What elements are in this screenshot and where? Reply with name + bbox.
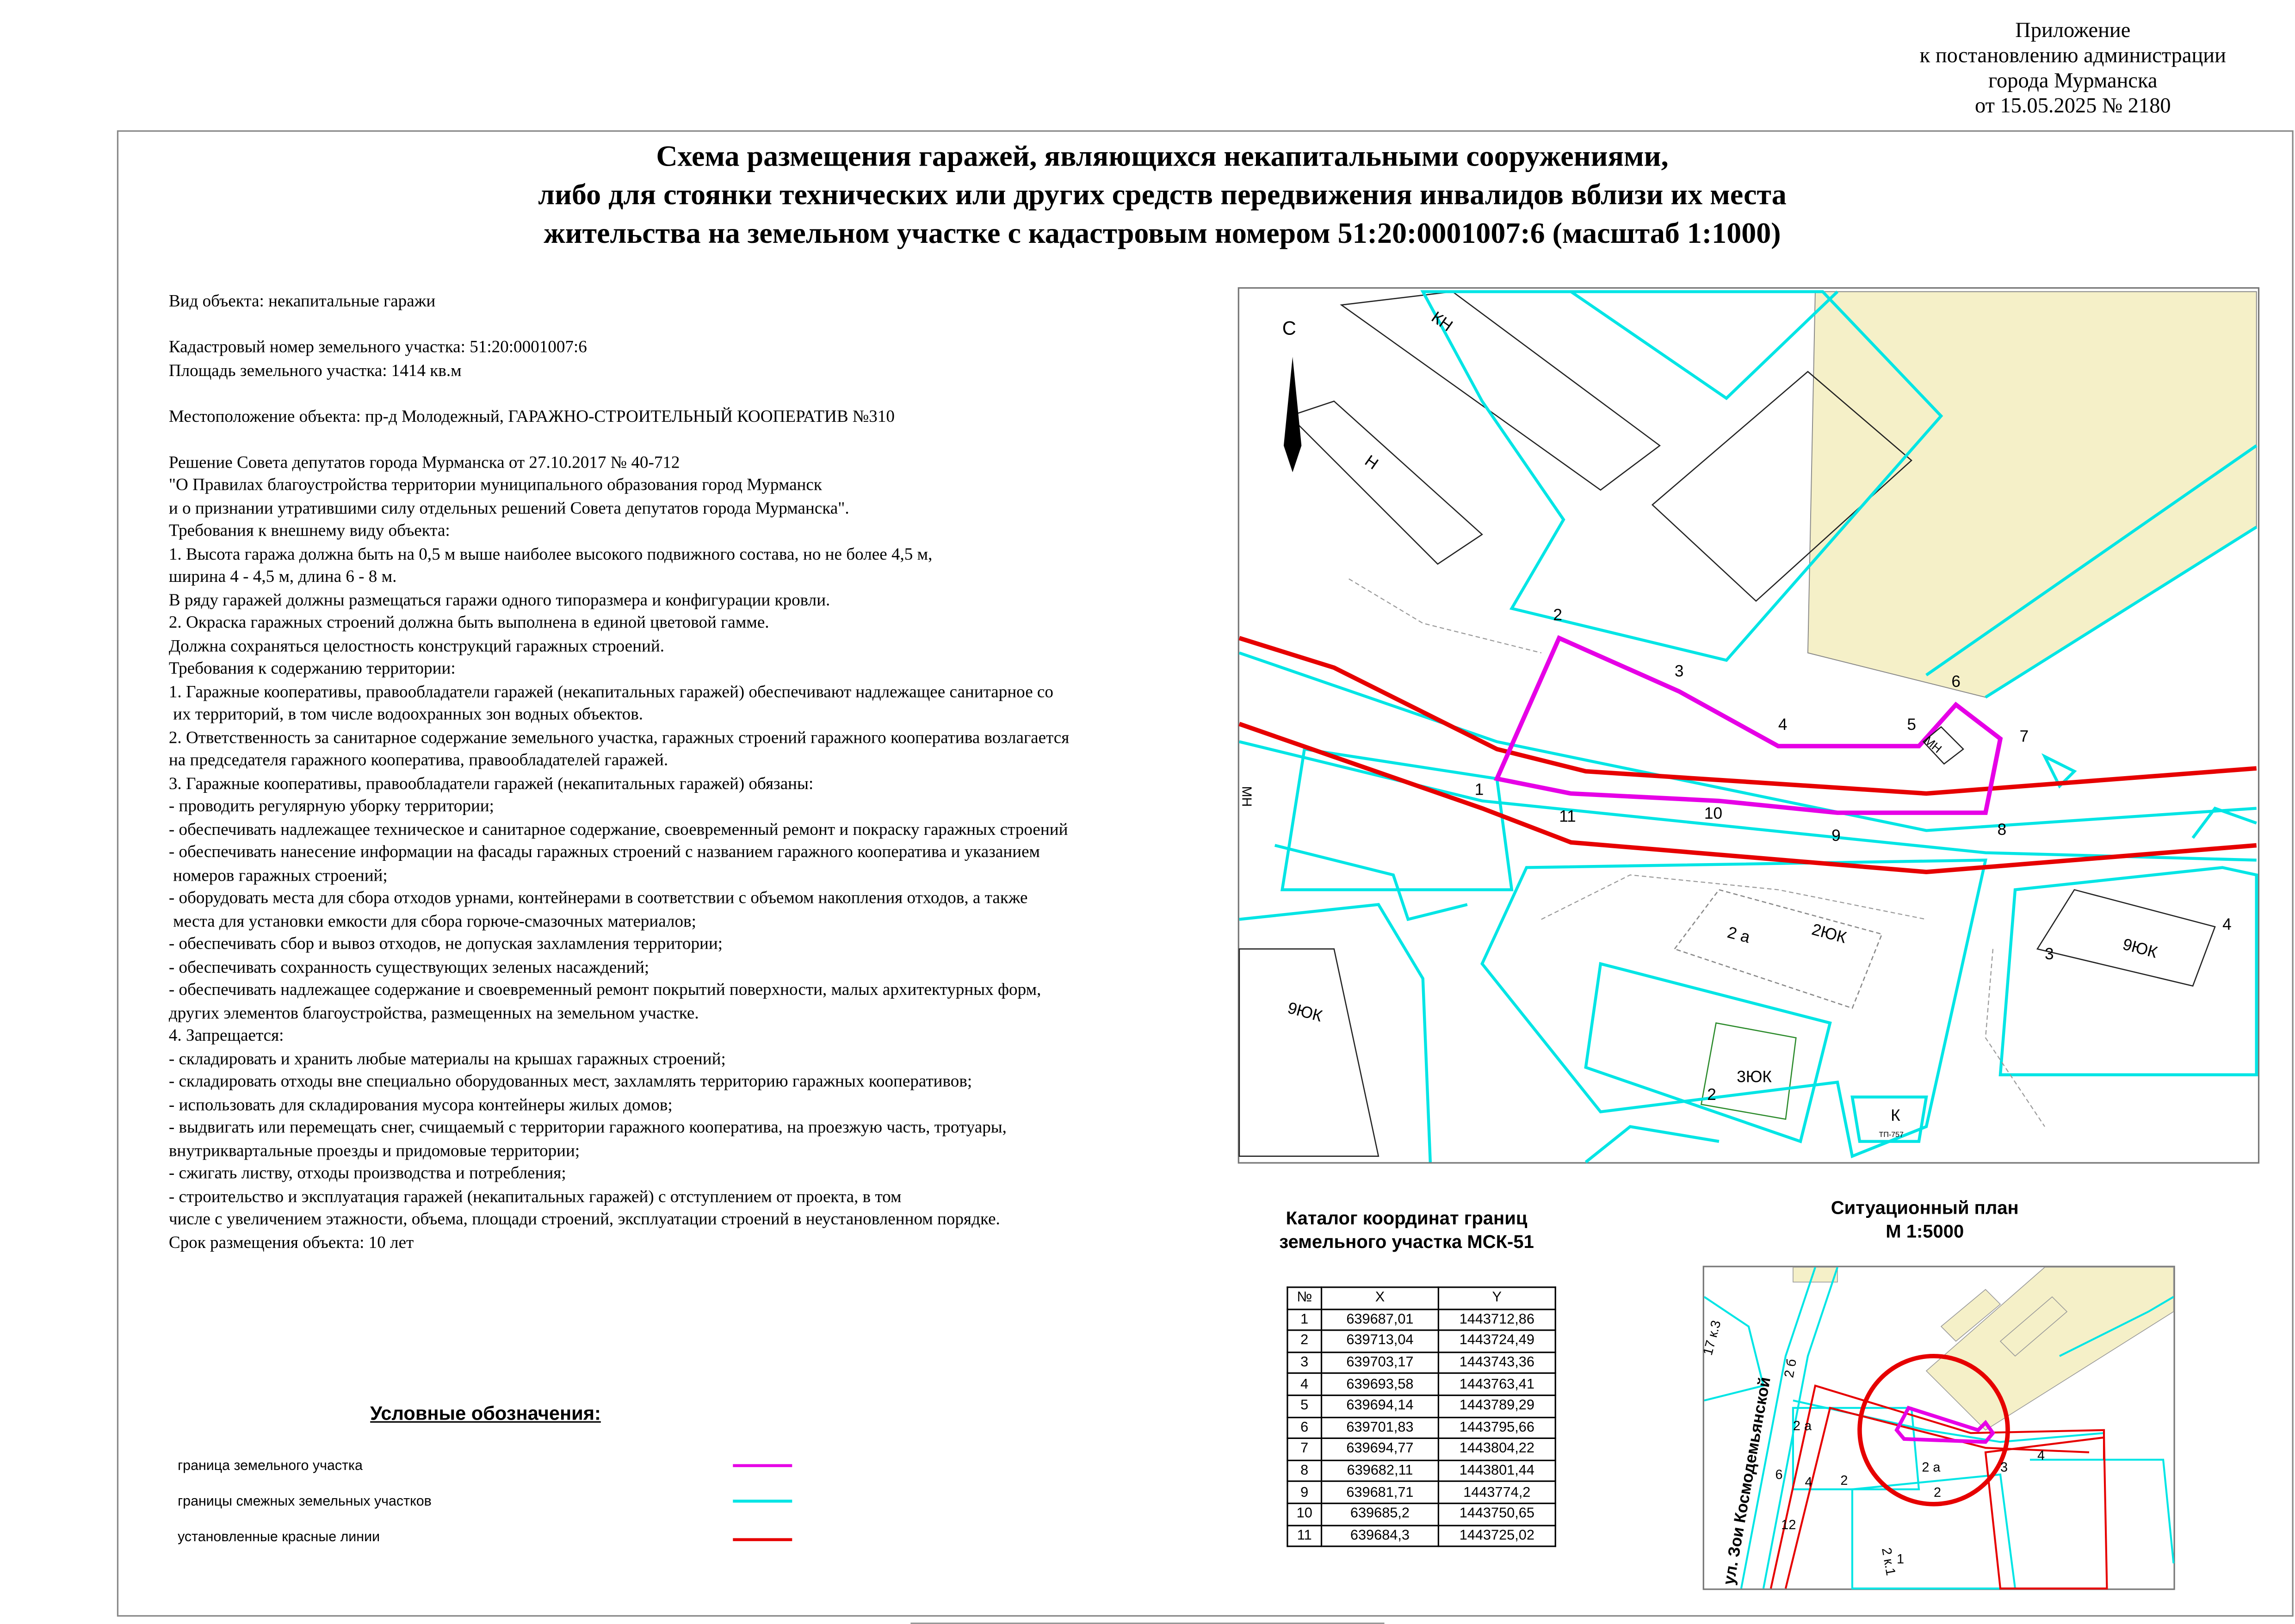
table-row bbox=[1287, 1352, 1555, 1374]
situation-scale: М 1:5000 bbox=[1886, 1221, 1964, 1242]
table-row bbox=[1287, 1309, 1555, 1331]
adjacent-parcel bbox=[1282, 749, 1512, 890]
map-label: 3ЮК bbox=[1737, 1068, 1772, 1086]
requirement-line: - оборудовать места для сбора отходов урнами, контейнерами в соответствии с объемом накопления отходов, а также bbox=[168, 888, 1028, 908]
requirement-line: - обеспечивать надлежащее техническое и санитарное содержание, своевременный ремонт и покраску гаражных строений bbox=[168, 819, 1068, 839]
coord-y: 1443795,66 bbox=[1438, 1417, 1555, 1439]
requirement-line: 1. Высота гаража должна быть на 0,5 м выше наиболее высокого подвижного состава, но не более 4,5 м, bbox=[168, 544, 933, 563]
point-label: 4 bbox=[1778, 715, 1788, 734]
point-number: 4 bbox=[1287, 1374, 1322, 1396]
coord-y: 1443725,02 bbox=[1438, 1525, 1555, 1547]
point-label: 5 bbox=[1907, 715, 1916, 734]
map-label: К bbox=[1891, 1106, 1900, 1124]
plot-area: Площадь земельного участка: 1414 кв.м bbox=[168, 360, 462, 380]
title-line: жительства на земельном участке с кадастровым номером 51:20:0001007:6 (масштаб 1:1000) bbox=[544, 217, 1781, 250]
requirement-line: места для установки емкости для сбора горюче-смазочных материалов; bbox=[168, 911, 696, 931]
point-number: 2 bbox=[1287, 1330, 1322, 1352]
coord-x: 639694,77 bbox=[1322, 1439, 1439, 1460]
legend-swatch-red-lines bbox=[733, 1538, 792, 1541]
requirement-line: 4. Запрещается: bbox=[168, 1026, 284, 1045]
point-label: 6 bbox=[1951, 673, 1961, 691]
requirement-line: - использовать для складирования мусора контейнеры жилых домов; bbox=[168, 1094, 673, 1114]
requirement-line: - обеспечивать надлежащее содержание и своевременный ремонт покрытий поверхности, малых архитектурных форм, bbox=[168, 980, 1041, 1000]
requirements-text bbox=[169, 451, 1170, 1231]
requirement-line: 3. Гаражные кооперативы, правообладатели гаражей (некапитальных гаражей) обязаны: bbox=[168, 773, 814, 793]
adjacent-parcel bbox=[1239, 742, 2257, 860]
map-label: МН bbox=[1239, 786, 1254, 807]
requirement-line: - сжигать листву, отходы производства и потребления; bbox=[168, 1163, 566, 1183]
table-row bbox=[1287, 1503, 1555, 1525]
street-label: ул. Зои Космодемьянской bbox=[1720, 1376, 1774, 1587]
coordinates-table bbox=[1287, 1286, 1556, 1547]
requirement-line: номеров гаражных строений; bbox=[168, 865, 388, 885]
map-label: 9ЮК bbox=[1286, 999, 1324, 1025]
coord-x: 639694,14 bbox=[1322, 1395, 1439, 1417]
situation-label: 1 bbox=[1896, 1551, 1904, 1567]
table-row bbox=[1287, 1395, 1555, 1417]
situation-label: 2 к.1 bbox=[1879, 1546, 1899, 1577]
red-line-lower bbox=[1239, 724, 2257, 872]
point-label: 3 bbox=[1674, 662, 1684, 680]
legend-label-red-lines: установленные красные линии bbox=[178, 1529, 380, 1546]
cadastral-number: Кадастровый номер земельного участка: 51:20:0001007:6 bbox=[168, 337, 587, 357]
catalog-title-line: земельного участка МСК-51 bbox=[1279, 1231, 1534, 1253]
column-header-y: Y bbox=[1438, 1287, 1555, 1309]
map-label: 9ЮК bbox=[2121, 935, 2159, 962]
point-number: 1 bbox=[1287, 1309, 1322, 1331]
appendix-line: к постановлению администрации bbox=[1919, 44, 2227, 68]
coord-x: 639682,11 bbox=[1322, 1460, 1439, 1482]
table-row bbox=[1287, 1374, 1555, 1396]
adjacent-parcel bbox=[1482, 860, 1986, 1156]
requirement-line: - строительство и эксплуатация гаражей (некапитальных гаражей) с отступлением от проекта, в том bbox=[168, 1186, 902, 1206]
coord-y: 1443801,44 bbox=[1438, 1460, 1555, 1482]
point-number: 5 bbox=[1287, 1395, 1322, 1417]
path-dashed bbox=[1349, 579, 1541, 653]
map-label: 4 bbox=[2222, 915, 2232, 933]
requirement-line: числе с увеличением этажности, объема, площади строений, эксплуатации строений в неустановленном порядке. bbox=[168, 1209, 1000, 1229]
requirement-line: 2. Окраска гаражных строений должна быть выполнена в единой цветовой гамме. bbox=[168, 613, 769, 632]
requirement-line: - обеспечивать сбор и вывоз отходов, не допуская захламления территории; bbox=[168, 934, 723, 954]
requirement-line: и о признании утратившими силу отдельных решений Совета депутатов города Мурманска". bbox=[168, 498, 849, 518]
coord-x: 639713,04 bbox=[1322, 1330, 1439, 1352]
requirement-line: Должна сохраняться целостность конструкций гаражных строений. bbox=[168, 636, 664, 655]
map-label: 2 а bbox=[1725, 923, 1752, 947]
table-row bbox=[1287, 1330, 1555, 1352]
coord-y: 1443763,41 bbox=[1438, 1374, 1555, 1396]
map-label: МН bbox=[1921, 734, 1944, 756]
point-number: 8 bbox=[1287, 1460, 1322, 1482]
point-label: 10 bbox=[1704, 804, 1723, 822]
coord-x: 639687,01 bbox=[1322, 1309, 1439, 1331]
situation-label: 3 bbox=[2000, 1460, 2008, 1475]
requirement-line: Решение Совета депутатов города Мурманска от 27.10.2017 № 40-712 bbox=[168, 452, 680, 472]
requirement-line: - проводить регулярную уборку территории; bbox=[168, 796, 495, 816]
coord-x: 639701,83 bbox=[1322, 1417, 1439, 1439]
requirement-line: - складировать и хранить любые материалы на крышах гаражных строений; bbox=[168, 1049, 726, 1068]
coord-y: 1443750,65 bbox=[1438, 1503, 1555, 1525]
adjacent-parcel bbox=[1571, 292, 1837, 398]
adjacent-parcel bbox=[1586, 964, 1830, 1142]
point-number: 3 bbox=[1287, 1352, 1322, 1374]
requirement-line: - складировать отходы вне специально оборудованных мест, захламлять территорию гаражных кооперативов; bbox=[168, 1072, 972, 1091]
object-type: Вид объекта: некапитальные гаражи bbox=[168, 291, 436, 311]
building-9uk-left bbox=[1239, 949, 1379, 1156]
path-dashed bbox=[1541, 875, 1926, 920]
map-label: ТП-757 bbox=[1879, 1131, 1904, 1139]
requirement-line: на председателя гаражного кооператива, правообладателей гаражей. bbox=[168, 750, 668, 770]
placement-term: Срок размещения объекта: 10 лет bbox=[168, 1233, 414, 1253]
requirement-line: В ряду гаражей должны размещаться гаражи одного типоразмера и конфигурации кровли. bbox=[168, 590, 830, 610]
building-yellow bbox=[1926, 1267, 2174, 1430]
legend-swatch-adjacent-boundaries bbox=[733, 1500, 792, 1502]
requirement-line: других элементов благоустройства, размещенных на земельном участке. bbox=[168, 1003, 699, 1023]
situation-plan-map bbox=[1700, 1266, 2175, 1590]
situation-label: 4 bbox=[1805, 1475, 1812, 1490]
coord-x: 639684,3 bbox=[1322, 1525, 1439, 1547]
coord-y: 1443804,22 bbox=[1438, 1439, 1555, 1460]
north-label: С bbox=[1282, 317, 1296, 339]
table-row bbox=[1287, 1439, 1555, 1460]
legend-label-adjacent-boundaries: границы смежных земельных участков bbox=[178, 1494, 432, 1510]
point-label: 8 bbox=[1997, 821, 2007, 839]
situation-title-line: Ситуационный план bbox=[1831, 1198, 2019, 1219]
appendix-line: города Мурманска bbox=[1988, 69, 2158, 93]
point-label: 7 bbox=[2019, 727, 2029, 746]
building-yellow bbox=[1808, 292, 2257, 698]
requirement-line: - обеспечивать сохранность существующих зеленых насаждений; bbox=[168, 957, 650, 976]
requirement-line: ширина 4 - 4,5 м, длина 6 - 8 м. bbox=[168, 567, 397, 587]
adjacent-parcel bbox=[1275, 846, 1467, 920]
requirement-line: "О Правилах благоустройства территории муниципального образования город Мурманск bbox=[168, 475, 822, 495]
coord-y: 1443724,49 bbox=[1438, 1330, 1555, 1352]
requirement-line: Требования к содержанию территории: bbox=[168, 659, 456, 678]
map-label: Н bbox=[1361, 451, 1382, 473]
requirement-line: 1. Гаражные кооперативы, правообладатели гаражей (некапитальных гаражей) обеспечивают надлежащее санитарное со bbox=[168, 681, 1053, 701]
appendix-line: Приложение bbox=[2015, 19, 2131, 43]
table-row bbox=[1287, 1460, 1555, 1482]
situation-label: 12 bbox=[1781, 1518, 1796, 1533]
adjacent-parcel bbox=[1586, 1127, 1719, 1162]
object-location: Местоположение объекта: пр-д Молодежный, ГАРАЖНО-СТРОИТЕЛЬНЫЙ КООПЕРАТИВ №310 bbox=[168, 406, 895, 426]
path-dashed bbox=[1986, 949, 2045, 1127]
situation-label: 17 к.3 bbox=[1700, 1319, 1724, 1357]
coord-y: 1443789,29 bbox=[1438, 1395, 1555, 1417]
point-label: 1 bbox=[1474, 780, 1484, 799]
situation-label: 2 а bbox=[1922, 1460, 1941, 1475]
point-number: 11 bbox=[1287, 1525, 1322, 1547]
situation-label: 2 bbox=[1840, 1473, 1848, 1488]
map-label: 2 bbox=[1707, 1086, 1716, 1104]
title-line: Схема размещения гаражей, являющихся некапитальными сооружениями, bbox=[656, 141, 1669, 173]
situation-plan-drawing bbox=[1700, 1267, 2174, 1589]
coord-x: 639703,17 bbox=[1322, 1352, 1439, 1374]
table-row bbox=[1287, 1482, 1555, 1503]
coord-x: 639681,71 bbox=[1322, 1482, 1439, 1503]
site-map bbox=[1238, 287, 2259, 1164]
situation-label: 2 б bbox=[1782, 1358, 1800, 1379]
point-number: 10 bbox=[1287, 1503, 1322, 1525]
map-label: 2ЮК bbox=[1810, 920, 1849, 947]
map-label: КН bbox=[1428, 308, 1456, 335]
coord-y: 1443774,2 bbox=[1438, 1482, 1555, 1503]
requirement-line: внутриквартальные проезды и придомовые территории; bbox=[168, 1141, 580, 1160]
coord-x: 639693,58 bbox=[1322, 1374, 1439, 1396]
catalog-title bbox=[1251, 1206, 1562, 1254]
requirement-line: - выдвигать или перемещать снег, счищаемый с территории гаражного кооператива, на проезжую часть, тротуары, bbox=[168, 1118, 1007, 1137]
building-n bbox=[1290, 401, 1482, 564]
red-line-upper bbox=[1239, 638, 2257, 793]
catalog-title-line: Каталог координат границ bbox=[1286, 1208, 1528, 1229]
adjacent-parcel bbox=[1239, 905, 1430, 1162]
column-header-x: X bbox=[1322, 1287, 1439, 1309]
north-arrow-icon bbox=[1284, 357, 1301, 472]
adjacent-parcel bbox=[2030, 1460, 2173, 1563]
appendix-date: от 15.05.2025 № 2180 bbox=[1975, 94, 2171, 119]
legend-label-plot-boundary: граница земельного участка bbox=[178, 1458, 363, 1475]
legend-swatch-plot-boundary bbox=[733, 1464, 792, 1467]
legend-title: Условные обозначения: bbox=[370, 1402, 601, 1424]
point-label: 11 bbox=[1559, 807, 1576, 826]
requirement-line: Требования к внешнему виду объекта: bbox=[168, 521, 450, 541]
situation-label: 2 bbox=[1933, 1485, 1941, 1500]
requirement-line: их территорий, в том числе водоохранных зон водных объектов. bbox=[168, 704, 643, 724]
table-row bbox=[1287, 1525, 1555, 1547]
situation-label: 2 а bbox=[1793, 1418, 1812, 1433]
situation-plan-title bbox=[1777, 1196, 2073, 1243]
coord-x: 639685,2 bbox=[1322, 1503, 1439, 1525]
point-label: 9 bbox=[1831, 826, 1841, 845]
title-line: либо для стоянки технических или других средств передвижения инвалидов вблизи их места bbox=[538, 179, 1787, 212]
object-description bbox=[169, 290, 1170, 1231]
site-map-drawing bbox=[1239, 289, 2258, 1162]
requirement-line: 2. Ответственность за санитарное содержание земельного участка, гаражных строений гаражного кооператива возлагается bbox=[168, 728, 1070, 747]
requirement-line: - обеспечивать нанесение информации на фасады гаражных строений с названием гаражного кооператива и указанием bbox=[168, 842, 1040, 862]
point-number: 6 bbox=[1287, 1417, 1322, 1439]
point-label: 2 bbox=[1553, 606, 1563, 624]
appendix-header bbox=[1881, 19, 2265, 120]
coord-y: 1443743,36 bbox=[1438, 1352, 1555, 1374]
point-number: 7 bbox=[1287, 1439, 1322, 1460]
map-label: 3 bbox=[2045, 945, 2054, 963]
situation-label: 4 bbox=[2037, 1448, 2045, 1463]
table-row bbox=[1287, 1417, 1555, 1439]
situation-label: 6 bbox=[1775, 1467, 1783, 1482]
page-title bbox=[296, 138, 2029, 253]
column-header-number: № bbox=[1287, 1287, 1322, 1309]
point-number: 9 bbox=[1287, 1482, 1322, 1503]
coord-y: 1443712,86 bbox=[1438, 1309, 1555, 1331]
